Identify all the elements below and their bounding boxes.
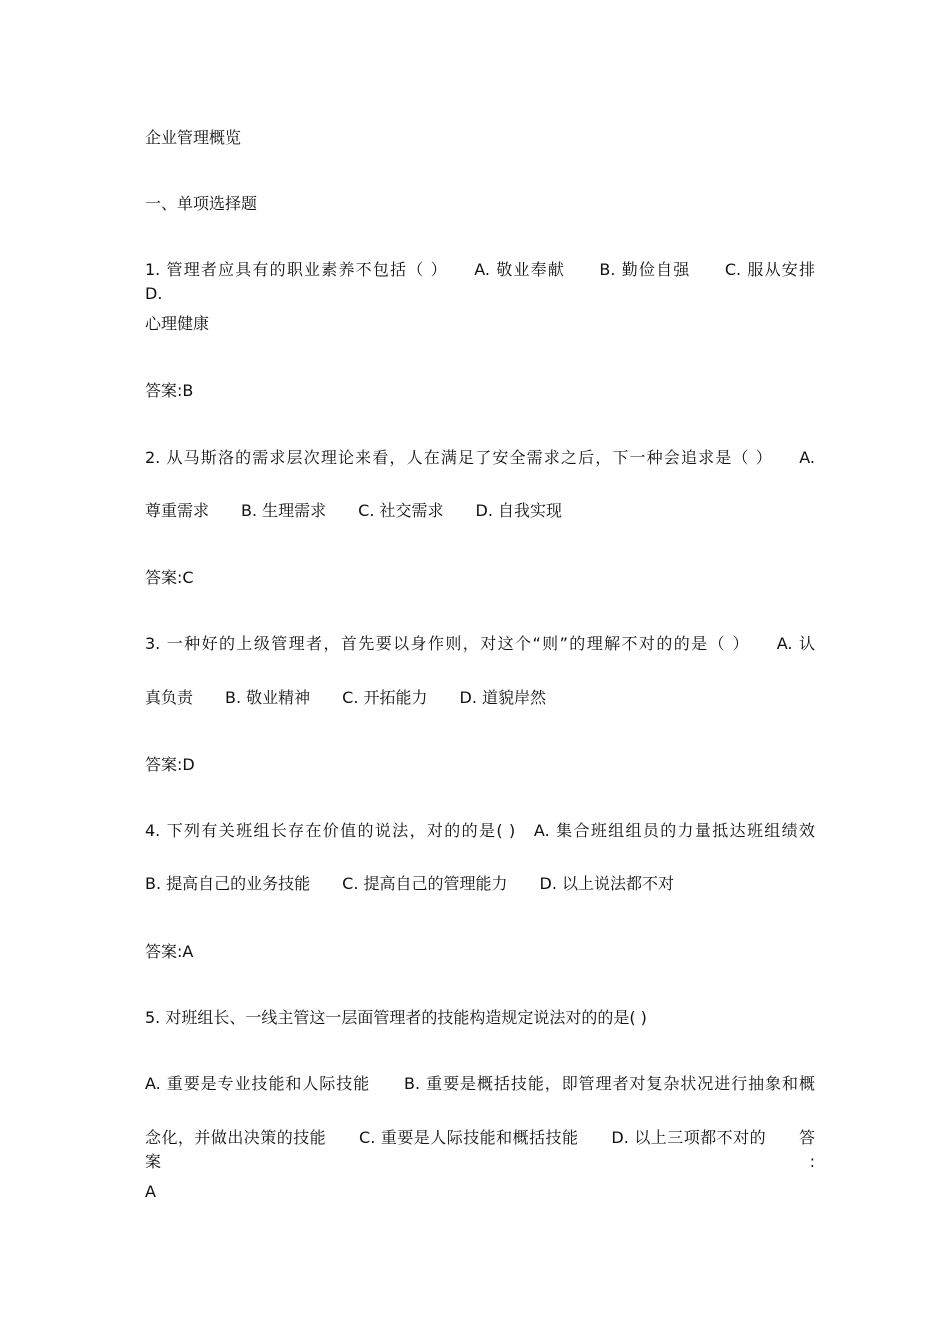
question-2-line-1: 2. 从马斯洛的需求层次理论来看，人在满足了安全需求之后，下一种会追求是（ ） A. bbox=[145, 448, 815, 467]
question-1-answer: 答案:B bbox=[145, 381, 194, 400]
question-5-line-2: A. 重要是专业技能和人际技能 B. 重要是概括技能，即管理者对复杂状况进行抽象和概 bbox=[145, 1074, 815, 1093]
question-2-answer: 答案:C bbox=[145, 568, 194, 587]
section-heading: 一、单项选择题 bbox=[145, 194, 258, 213]
question-2-line-2: 尊重需求 B. 生理需求 C. 社交需求 D. 自我实现 bbox=[145, 501, 562, 520]
question-1-line-2: 心理健康 bbox=[145, 314, 210, 333]
question-5-line-1: 5. 对班组长、一线主管这一层面管理者的技能构造规定说法对的的是( ) bbox=[145, 1008, 647, 1027]
question-4-answer: 答案:A bbox=[145, 942, 194, 961]
question-5-line-3: 念化，并做出决策的技能 C. 重要是人际技能和概括技能 D. 以上三项都不对的 答案: bbox=[145, 1128, 815, 1171]
question-3-line-1: 3. 一种好的上级管理者，首先要以身作则，对这个“则”的理解不对的的是（ ） A. 认 bbox=[145, 634, 815, 653]
document-title: 企业管理概览 bbox=[145, 128, 242, 147]
question-3-line-2: 真负责 B. 敬业精神 C. 开拓能力 D. 道貌岸然 bbox=[145, 688, 546, 707]
question-4-line-2: B. 提高自己的业务技能 C. 提高自己的管理能力 D. 以上说法都不对 bbox=[145, 874, 674, 893]
question-4-line-1: 4. 下列有关班组长存在价值的说法，对的的是( ) A. 集合班组组员的力量抵达班组绩效 bbox=[145, 821, 815, 840]
question-5-line-4: A bbox=[145, 1182, 156, 1201]
question-1-line-1: 1. 管理者应具有的职业素养不包括（ ） A. 敬业奉献 B. 勤俭自强 C. 服从安排 D. bbox=[145, 260, 848, 303]
question-3-answer: 答案:D bbox=[145, 755, 195, 774]
